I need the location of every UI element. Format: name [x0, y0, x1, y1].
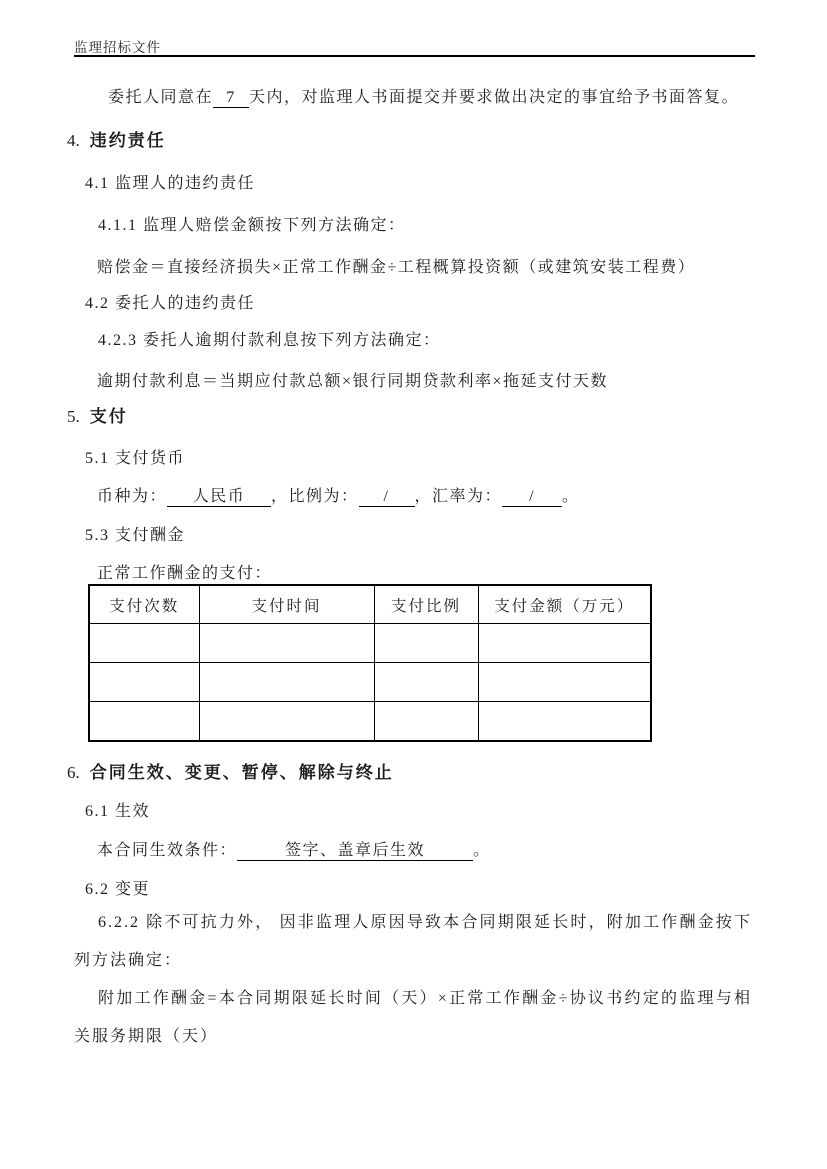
effective-condition-end: 。	[473, 842, 491, 859]
clause-4-1-1: 4.1.1 监理人赔偿金额按下列方法确定：	[98, 217, 406, 234]
currency-line	[97, 487, 580, 507]
payment-table-header-row	[89, 585, 651, 624]
clause-6-1: 6.1 生效	[85, 803, 151, 820]
effective-condition-blank: 签字、盖章后生效	[237, 841, 473, 861]
payment-table-cell	[89, 702, 199, 742]
clause-5-1: 5.1 支付货币	[85, 450, 186, 467]
formula-additional-fee: 附加工作酬金=本合同期限延长时间（天）×正常工作酬金÷协议书约定的监理与相关服务期限（天）	[74, 990, 752, 1045]
payment-table-cell	[478, 702, 651, 742]
clause-4-2-3: 4.2.3 委托人逾期付款利息按下列方法确定：	[98, 332, 441, 349]
clause-5-3: 5.3 支付酬金	[85, 527, 186, 544]
intro-text-after: 天内，对监理人书面提交并要求做出决定的事宜给予书面答复。	[249, 89, 740, 106]
formula-compensation: 赔偿金＝直接经济损失×正常工作酬金÷工程概算投资额（或建筑安装工程费）	[97, 259, 696, 276]
payment-table-cell	[478, 624, 651, 663]
intro-text-before: 委托人同意在	[108, 89, 214, 106]
payment-table-cell	[89, 663, 199, 702]
currency-label: 币种为：	[97, 488, 168, 505]
clause-4-1: 4.1 监理人的违约责任	[85, 175, 256, 192]
intro-blank-days: 7	[213, 88, 249, 108]
payment-table-header-cell: 支付比例	[374, 585, 478, 624]
section-5-title: 支付	[89, 407, 128, 426]
payment-table-intro: 正常工作酬金的支付：	[97, 565, 273, 582]
payment-table-header-cell: 支付金额（万元）	[478, 585, 651, 624]
clause-6-2: 6.2 变更	[85, 881, 151, 898]
currency-line-end: 。	[562, 488, 580, 505]
rate-blank: /	[502, 487, 562, 507]
section-4-heading	[67, 130, 166, 152]
payment-table-cell	[374, 702, 478, 742]
intro-paragraph	[108, 88, 739, 108]
header-rule	[74, 55, 755, 57]
section-6-number: 6.	[67, 763, 80, 782]
payment-table-row	[89, 663, 651, 702]
section-4-title: 违约责任	[89, 131, 166, 150]
page-header-title: 监理招标文件	[74, 40, 161, 55]
clause-6-2-2: 6.2.2 除不可抗力外， 因非监理人原因导致本合同期限延长时，附加工作酬金按下列方法确定：	[74, 914, 752, 969]
clause-4-2: 4.2 委托人的违约责任	[85, 295, 256, 312]
rate-label: ，汇率为：	[414, 488, 503, 505]
ratio-blank: /	[359, 487, 415, 507]
effective-condition-label: 本合同生效条件：	[97, 842, 238, 859]
section-6-title: 合同生效、变更、暂停、解除与终止	[89, 763, 394, 782]
payment-table-header-cell: 支付次数	[89, 585, 199, 624]
section-5-number: 5.	[67, 407, 80, 426]
payment-table-cell	[374, 624, 478, 663]
ratio-label: ，比例为：	[271, 488, 359, 505]
formula-overdue-interest: 逾期付款利息＝当期应付款总额×银行同期贷款利率×拖延支付天数	[97, 373, 609, 390]
payment-table-cell	[199, 624, 374, 663]
payment-table-row	[89, 702, 651, 742]
effective-condition-line	[97, 841, 491, 861]
payment-table-cell	[199, 702, 374, 742]
payment-table-cell	[374, 663, 478, 702]
payment-table-row	[89, 624, 651, 663]
payment-table-header-cell: 支付时间	[199, 585, 374, 624]
payment-table	[88, 584, 652, 742]
payment-table-cell	[478, 663, 651, 702]
section-5-heading	[67, 406, 128, 428]
payment-table-cell	[89, 624, 199, 663]
section-6-heading	[67, 762, 394, 784]
payment-table-cell	[199, 663, 374, 702]
currency-blank: 人民币	[167, 487, 271, 507]
section-4-number: 4.	[67, 131, 80, 150]
